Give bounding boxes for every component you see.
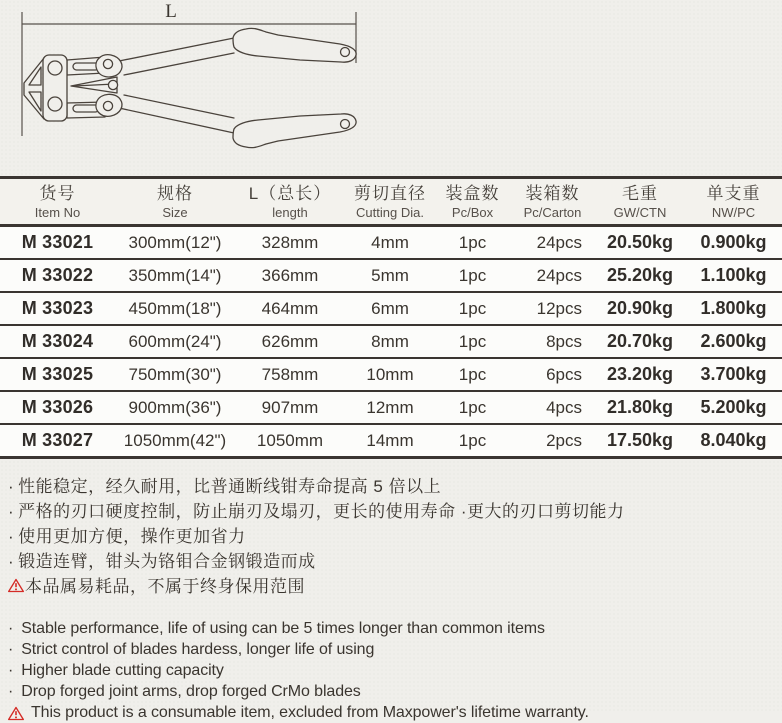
note-text: Stable performance, life of using can be 5 times longer than common items [21,620,545,637]
spec-cell: 900mm(36") [115,391,235,424]
table-row [0,424,782,458]
table-row [0,358,782,391]
spec-cell: 1pc [435,424,510,458]
column-header-en: Item No [34,205,81,220]
column-header [235,178,345,226]
table-row [0,226,782,260]
spec-cell: 450mm(18") [115,292,235,325]
spec-cell: 1pc [435,226,510,260]
spec-cell: 14mm [345,424,435,458]
spec-cell: 12mm [345,391,435,424]
spec-cell: M 33023 [0,292,115,325]
spec-cell: 1pc [435,358,510,391]
spec-cell: 1050mm(42") [115,424,235,458]
column-header-zh: L（总长） [248,184,332,203]
spec-cell: 2pcs [510,424,595,458]
bullet-icon: · [8,683,14,700]
column-header [0,178,115,226]
note-item [8,499,774,524]
spec-cell: 24pcs [510,226,595,260]
table-row [0,325,782,358]
column-header-zh: 毛重 [622,184,658,203]
column-header-zh: 单支重 [706,184,761,203]
spec-cell: 20.50kg [595,226,685,260]
spec-cell: 1050mm [235,424,345,458]
column-header-en: NW/PC [711,205,756,220]
spec-cell: 0.900kg [685,226,782,260]
column-header-en: Pc/Box [451,205,494,220]
spec-cell: 1pc [435,259,510,292]
spec-cell: 758mm [235,358,345,391]
column-header-zh: 装箱数 [525,184,580,203]
note-item [8,474,774,499]
spec-cell: 1.100kg [685,259,782,292]
spec-cell: M 33024 [0,325,115,358]
note-text: Higher blade cutting capacity [21,662,224,679]
note-text: Drop forged joint arms, drop forged CrMo blades [21,683,361,700]
bullet-icon: · [8,641,14,658]
spec-cell: 8.040kg [685,424,782,458]
spec-cell: 366mm [235,259,345,292]
warning-icon [8,706,24,721]
spec-cell: 20.90kg [595,292,685,325]
column-header-zh: 货号 [39,184,76,203]
column-header [115,178,235,226]
spec-header-row [0,178,782,226]
note-text: 锻造连臂，钳头为铬钼合金钢锻造而成 [18,552,316,571]
column-header-en: GW/CTN [613,205,667,220]
column-header-en: Pc/Carton [523,205,582,220]
note-text: 使用更加方便，操作更加省力 [18,527,246,546]
spec-cell: 1pc [435,292,510,325]
spec-table-head [0,178,782,226]
warning-note [8,574,774,599]
spec-cell: 350mm(14") [115,259,235,292]
spec-cell: 907mm [235,391,345,424]
column-header [685,178,782,226]
column-header-en: Size [162,205,188,220]
warning-icon [8,578,24,593]
column-header-en: Cutting Dia. [356,205,424,220]
column-header [595,178,685,226]
spec-cell: M 33022 [0,259,115,292]
note-item [8,549,774,574]
spec-cell: 5.200kg [685,391,782,424]
spec-cell: 6pcs [510,358,595,391]
note-item [8,681,774,702]
spec-cell: 1pc [435,391,510,424]
spec-cell: 25.20kg [595,259,685,292]
spec-cell: 2.600kg [685,325,782,358]
spec-cell: 750mm(30") [115,358,235,391]
spec-cell: 626mm [235,325,345,358]
spec-cell: 24pcs [510,259,595,292]
column-header-zh: 剪切直径 [354,184,426,203]
table-row [0,259,782,292]
spec-cell: M 33027 [0,424,115,458]
note-item [8,524,774,549]
spec-cell: 12pcs [510,292,595,325]
spec-cell: 10mm [345,358,435,391]
spec-cell: 23.20kg [595,358,685,391]
notes-en [0,603,782,723]
spec-cell: M 33025 [0,358,115,391]
column-header [345,178,435,226]
note-item [8,660,774,681]
column-header [435,178,510,226]
note-item [8,618,774,639]
spec-cell: M 33021 [0,226,115,260]
warning-text: 本品属易耗品，不属于终身保用范围 [25,577,305,596]
spec-cell: 600mm(24") [115,325,235,358]
spec-cell: 6mm [345,292,435,325]
spec-cell: 8mm [345,325,435,358]
spec-cell: 8pcs [510,325,595,358]
note-text: Strict control of blades hardess, longer life of using [21,641,375,658]
column-header-en: length [272,205,308,220]
bullet-icon: · [8,527,15,546]
bullet-icon: · [8,477,15,496]
bullet-icon: · [8,620,14,637]
notes-zh [0,459,782,599]
spec-cell: 328mm [235,226,345,260]
bullet-icon: · [8,552,15,571]
spec-table-body [0,226,782,458]
spec-cell: 17.50kg [595,424,685,458]
spec-cell: 464mm [235,292,345,325]
bolt-cutter-illustration [0,0,782,176]
spec-cell: 1.800kg [685,292,782,325]
bolt-cutter-outline [24,28,356,147]
column-header [510,178,595,226]
spec-cell: 20.70kg [595,325,685,358]
spec-cell: 1pc [435,325,510,358]
spec-cell: 21.80kg [595,391,685,424]
warning-note [8,702,774,723]
column-header-zh: 规格 [157,184,193,203]
spec-cell: 5mm [345,259,435,292]
warning-text: This product is a consumable item, excluded from Maxpower's lifetime warranty. [31,704,589,721]
spec-cell: 4pcs [510,391,595,424]
spec-table [0,176,782,459]
spec-cell: M 33026 [0,391,115,424]
note-text: 性能稳定，经久耐用，比普通断线钳寿命提高 5 倍以上 [18,477,442,496]
table-row [0,391,782,424]
dimension-label: L [165,1,177,22]
spec-cell: 4mm [345,226,435,260]
spec-cell: 3.700kg [685,358,782,391]
note-item [8,639,774,660]
note-text: 严格的刃口硬度控制，防止崩刃及塌刃，更长的使用寿命 ·更大的刃口剪切能力 [18,502,625,521]
bullet-icon: · [8,662,14,679]
column-header-zh: 装盒数 [445,184,500,203]
table-row [0,292,782,325]
spec-cell: 300mm(12") [115,226,235,260]
bullet-icon: · [8,502,15,521]
